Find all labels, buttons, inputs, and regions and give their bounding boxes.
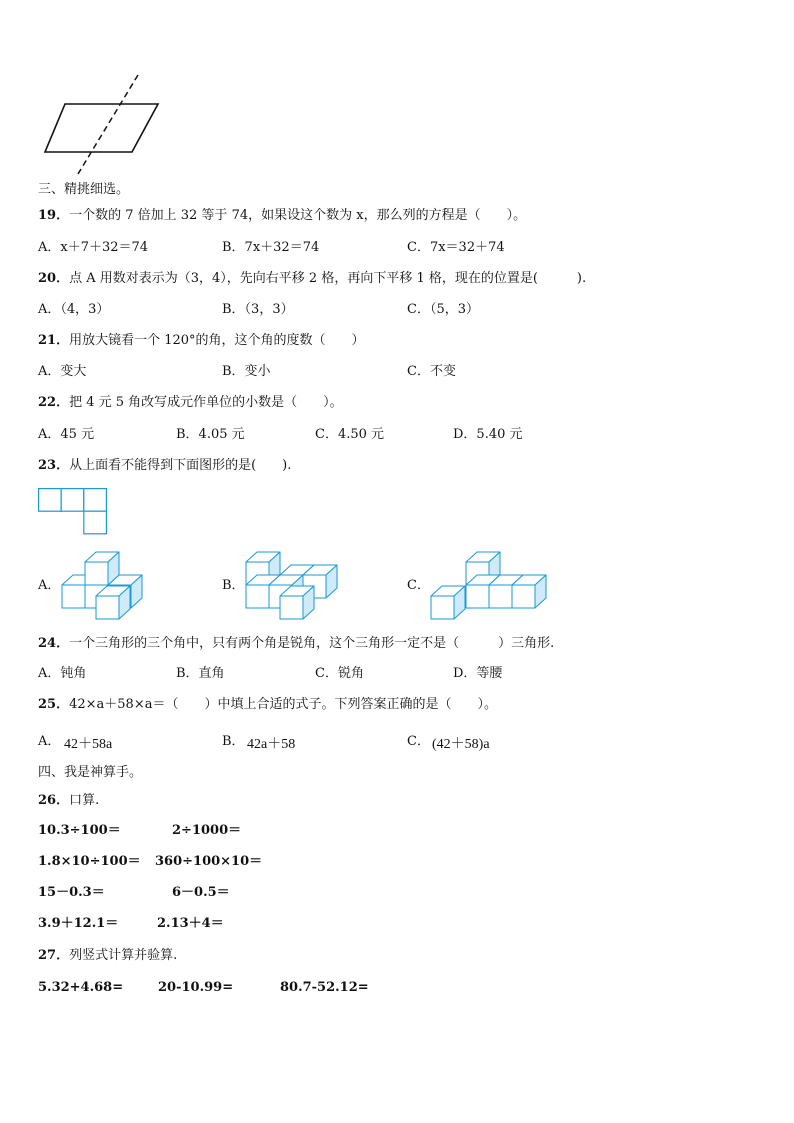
q22-option-a[interactable]: A．45 元	[38, 427, 95, 442]
q20-option-a[interactable]: A．（4，3）	[38, 302, 110, 317]
q24-option-d[interactable]: D．等腰	[453, 666, 503, 681]
q20-option-b[interactable]: B．（3，3）	[222, 302, 294, 317]
cube	[280, 586, 314, 619]
q19-option-a[interactable]: A．x＋7＋32＝74	[38, 240, 149, 255]
q25-option-b-expr: 42a＋58	[247, 737, 296, 752]
q23-stem: 23．从上面看不能得到下面图形的是( ).	[38, 458, 292, 473]
cube	[512, 575, 546, 608]
q24-option-a[interactable]: A．钝角	[38, 666, 87, 681]
cube	[96, 586, 130, 619]
q26-item: 10.3÷100＝	[38, 823, 121, 838]
cube-figure-b	[242, 548, 342, 620]
q23-option-b[interactable]: B．	[222, 578, 245, 593]
q27-item: 80.7-52.12=	[280, 980, 369, 995]
q25-option-a-expr: 42＋58a	[64, 737, 113, 752]
section-3-title: 三、精挑细选。	[38, 182, 130, 197]
section-4-title: 四、我是神算手。	[38, 765, 143, 780]
q22-option-b[interactable]: B．4.05 元	[176, 427, 245, 442]
q21-option-b[interactable]: B．变小	[222, 364, 271, 379]
cube-figure-c	[427, 548, 552, 620]
q25-option-c-label[interactable]: C．	[407, 734, 430, 749]
q24-option-b[interactable]: B．直角	[176, 666, 225, 681]
q26-item: 2.13＋4＝	[157, 916, 224, 931]
q27-item: 5.32+4.68=	[38, 980, 124, 995]
q21-option-c[interactable]: C．不变	[407, 364, 456, 379]
q22-option-c[interactable]: C．4.50 元	[315, 427, 385, 442]
q24-stem: 24．一个三角形的三个角中，只有两个角是锐角，这个三角形一定不是（ ）三角形.	[38, 636, 555, 651]
cube	[85, 552, 119, 585]
q26-item: 360÷100×10＝	[155, 854, 263, 869]
q26-item: 1.8×10÷100＝	[38, 854, 141, 869]
q26-title: 26．口算.	[38, 793, 100, 808]
q21-option-a[interactable]: A．变大	[38, 364, 87, 379]
q23-option-c[interactable]: C．	[407, 578, 430, 593]
q27-item: 20-10.99=	[158, 980, 234, 995]
parallelogram-figure	[40, 70, 170, 180]
q26-item: 6－0.5＝	[172, 885, 230, 900]
top-view-figure	[38, 488, 110, 538]
q21-stem: 21．用放大镜看一个 120°的角，这个角的度数（ ）	[38, 333, 365, 348]
q23-option-a[interactable]: A．	[38, 578, 61, 593]
q25-stem: 25．42×a＋58×a＝（ ）中填上合适的式子。下列答案正确的是（ ）。	[38, 697, 497, 712]
q20-stem: 20．点 A 用数对表示为（3，4），先向右平移 2 格，再向下平移 1 格，现在的位置是( ).	[38, 271, 587, 286]
q26-item: 3.9＋12.1＝	[38, 916, 119, 931]
q25-option-b-label[interactable]: B．	[222, 734, 245, 749]
cube	[431, 586, 465, 619]
q19-option-b[interactable]: B．7x＋32＝74	[222, 240, 320, 255]
q24-option-c[interactable]: C．锐角	[315, 666, 364, 681]
q22-option-d[interactable]: D．5.40 元	[453, 427, 523, 442]
q27-title: 27．列竖式计算并验算.	[38, 948, 178, 963]
q26-item: 15－0.3＝	[38, 885, 105, 900]
q26-item: 2÷1000＝	[172, 823, 242, 838]
cube-figure-a	[58, 548, 158, 620]
q25-option-a-label[interactable]: A．	[38, 734, 61, 749]
q19-stem: 19．一个数的 7 倍加上 32 等于 74，如果设这个数为 x，那么列的方程是（ ）。	[38, 208, 527, 223]
q22-stem: 22．把 4 元 5 角改写成元作单位的小数是（ ）。	[38, 395, 343, 410]
q19-option-c[interactable]: C．7x＝32＋74	[407, 240, 505, 255]
q25-option-c-expr: (42＋58)a	[432, 737, 490, 752]
q20-option-c[interactable]: C．（5，3）	[407, 302, 479, 317]
